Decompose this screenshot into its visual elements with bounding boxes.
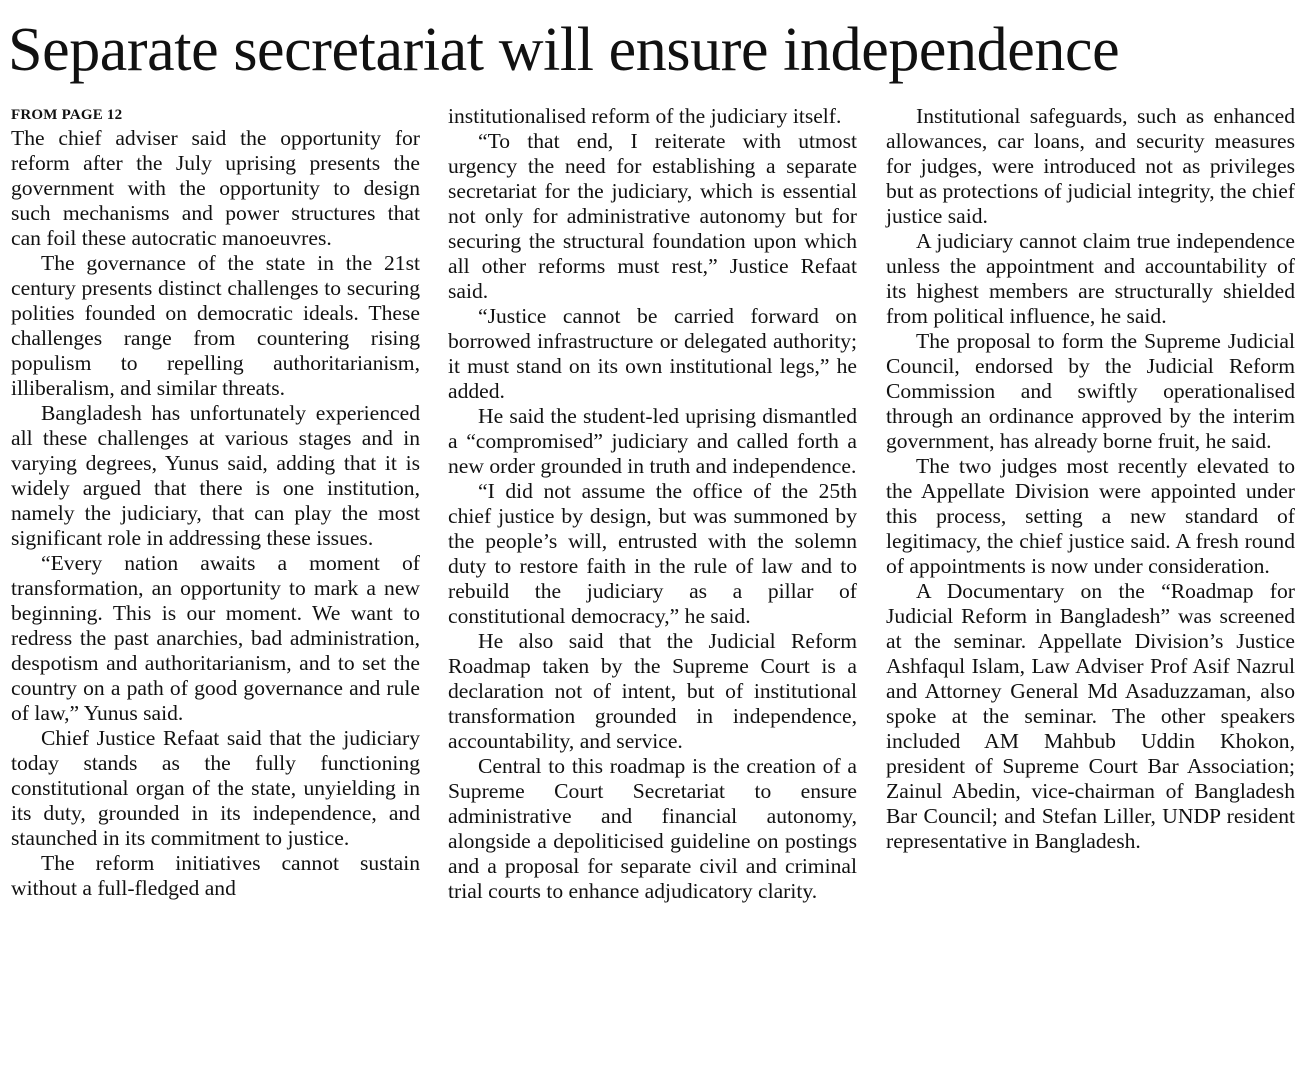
paragraph: Chief Justice Refaat said that the judiciary today stands as the fully functioning constitutional organ of the state, unyielding in its duty, grounded in its independence, and staunched in its commitment to justice. — [11, 726, 420, 850]
paragraph: The reform initiatives cannot sustain without a full-fledged and — [11, 851, 420, 900]
headline: Separate secretariat will ensure independence — [8, 16, 1120, 84]
paragraph: A Documentary on the “Roadmap for Judicial Reform in Bangladesh” was screened at the seminar. Appellate Division’s Justice Ashfaqul Islam, Law Adviser Prof Asif Nazrul and Attorney General Md Asaduzzaman, also spoke at the seminar. The other speakers included AM Mahbub Uddin Khokon, president of Supreme Court Bar Association; Zainul Abedin, vice-chairman of Bangladesh Bar Council; and Stefan Liller, UNDP resident representative in Bangladesh. — [886, 579, 1295, 853]
article-column-3 — [886, 104, 1295, 854]
article-column-1 — [11, 104, 420, 901]
paragraph: “Justice cannot be carried forward on borrowed infrastructure or delegated authority; it must stand on its own institutional legs,” he added. — [448, 304, 857, 403]
paragraph-continued: institutionalised reform of the judiciary itself. — [448, 104, 842, 128]
paragraph: He said the student-led uprising dismantled a “compromised” judiciary and called forth a new order grounded in truth and independence. — [448, 404, 857, 478]
paragraph: “Every nation awaits a moment of transformation, an opportunity to mark a new beginning. This is our moment. We want to redress the past anarchies, bad administration, despotism and authoritarianism, and to set the country on a path of good governance and rule of law,” Yunus said. — [11, 551, 420, 725]
kicker-from-page: FROM PAGE 12 — [11, 107, 123, 123]
paragraph: “I did not assume the office of the 25th chief justice by design, but was summoned by the people’s will, entrusted with the solemn duty to restore faith in the rule of law and to rebuild the judiciary as a pillar of constitutional democracy,” he said. — [448, 479, 857, 628]
paragraph: Institutional safeguards, such as enhanced allowances, car loans, and security measures for judges, were introduced not as privileges but as protections of judicial integrity, the chief justice said. — [886, 104, 1295, 228]
paragraph: The chief adviser said the opportunity for reform after the July uprising presents the government with the opportunity to design such mechanisms and power structures that can foil these autocratic manoeuvres. — [11, 126, 420, 250]
paragraph: A judiciary cannot claim true independence unless the appointment and accountability of its highest members are structurally shielded from political influence, he said. — [886, 229, 1295, 328]
paragraph: Central to this roadmap is the creation of a Supreme Court Secretariat to ensure administrative and financial autonomy, alongside a depoliticised guideline on postings and a proposal for separate civil and criminal trial courts to enhance adjudicatory clarity. — [448, 754, 857, 903]
paragraph: He also said that the Judicial Reform Roadmap taken by the Supreme Court is a declaration not of intent, but of institutional transformation grounded in independence, accountability, and service. — [448, 629, 857, 753]
article-column-2 — [448, 104, 857, 904]
paragraph: Bangladesh has unfortunately experienced all these challenges at various stages and in varying degrees, Yunus said, adding that it is widely argued that there is one institution, namely the judiciary, that can play the most significant role in addressing these issues. — [11, 401, 420, 550]
paragraph: “To that end, I reiterate with utmost urgency the need for establishing a separate secretariat for the judiciary, which is essential not only for administrative autonomy but for securing the structural foundation upon which all other reforms must rest,” Justice Refaat said. — [448, 129, 857, 303]
paragraph: The two judges most recently elevated to the Appellate Division were appointed under this process, setting a new standard of legitimacy, the chief justice said. A fresh round of appointments is now under consideration. — [886, 454, 1295, 578]
paragraph: The governance of the state in the 21st century presents distinct challenges to securing polities founded on democratic ideals. These challenges range from countering rising populism to repelling authoritarianism, illiberalism, and similar threats. — [11, 251, 420, 400]
paragraph: The proposal to form the Supreme Judicial Council, endorsed by the Judicial Reform Commission and swiftly operationalised through an ordinance approved by the interim government, has already borne fruit, he said. — [886, 329, 1295, 453]
